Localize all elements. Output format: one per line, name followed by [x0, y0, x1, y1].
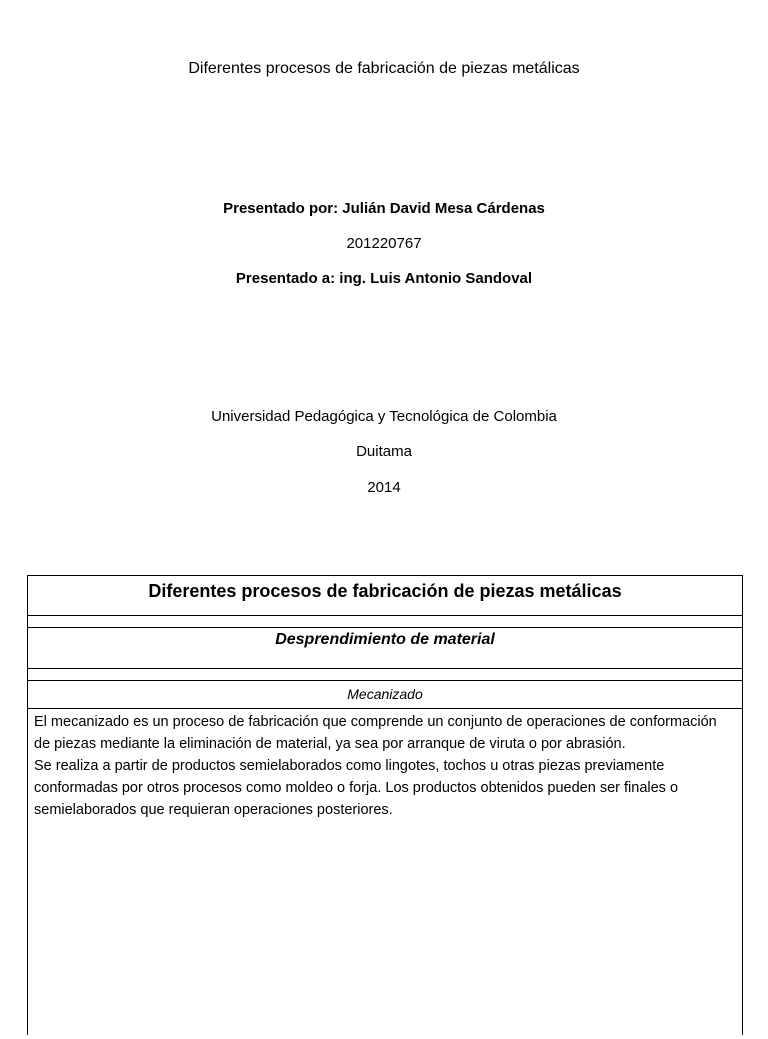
presented-to: Presentado a: ing. Luis Antonio Sandoval: [235, 270, 533, 287]
paragraph-2: Se realiza a partir de productos semielaborados como lingotes, tochos u otras piezas previamente conformadas por otros procesos como moldeo o forja. Los productos obtenidos pueden ser finales o semielaborados que requieran operaciones posteriores.: [34, 758, 679, 818]
table-title: Diferentes procesos de fabricación de piezas metálicas: [148, 581, 622, 601]
university-name: Universidad Pedagógica y Tecnológica de Colombia: [211, 408, 557, 425]
table-body-row: [28, 709, 742, 1039]
paragraph-1: El mecanizado es un proceso de fabricación que comprende un conjunto de operaciones de conformación de piezas mediante la eliminación de material, ya sea por arranque de viruta o por abrasión.: [34, 714, 717, 752]
city-name: Duitama: [356, 443, 412, 460]
student-id: 201220767: [346, 235, 422, 252]
section-heading: Desprendimiento de material: [275, 631, 495, 648]
table-subsection-row: [28, 681, 742, 709]
content-table: [27, 575, 743, 1035]
presented-by: Presentado por: Julián David Mesa Cárdenas: [223, 200, 545, 217]
year: 2014: [367, 479, 401, 496]
table-section-row: [28, 628, 742, 669]
table-spacer-row: [28, 616, 742, 628]
subsection-heading: Mecanizado: [347, 686, 423, 702]
table-title-row: [28, 576, 742, 616]
document-title: Diferentes procesos de fabricación de piezas metálicas: [188, 60, 580, 77]
table-spacer-row: [28, 669, 742, 681]
body-text: [28, 709, 742, 821]
